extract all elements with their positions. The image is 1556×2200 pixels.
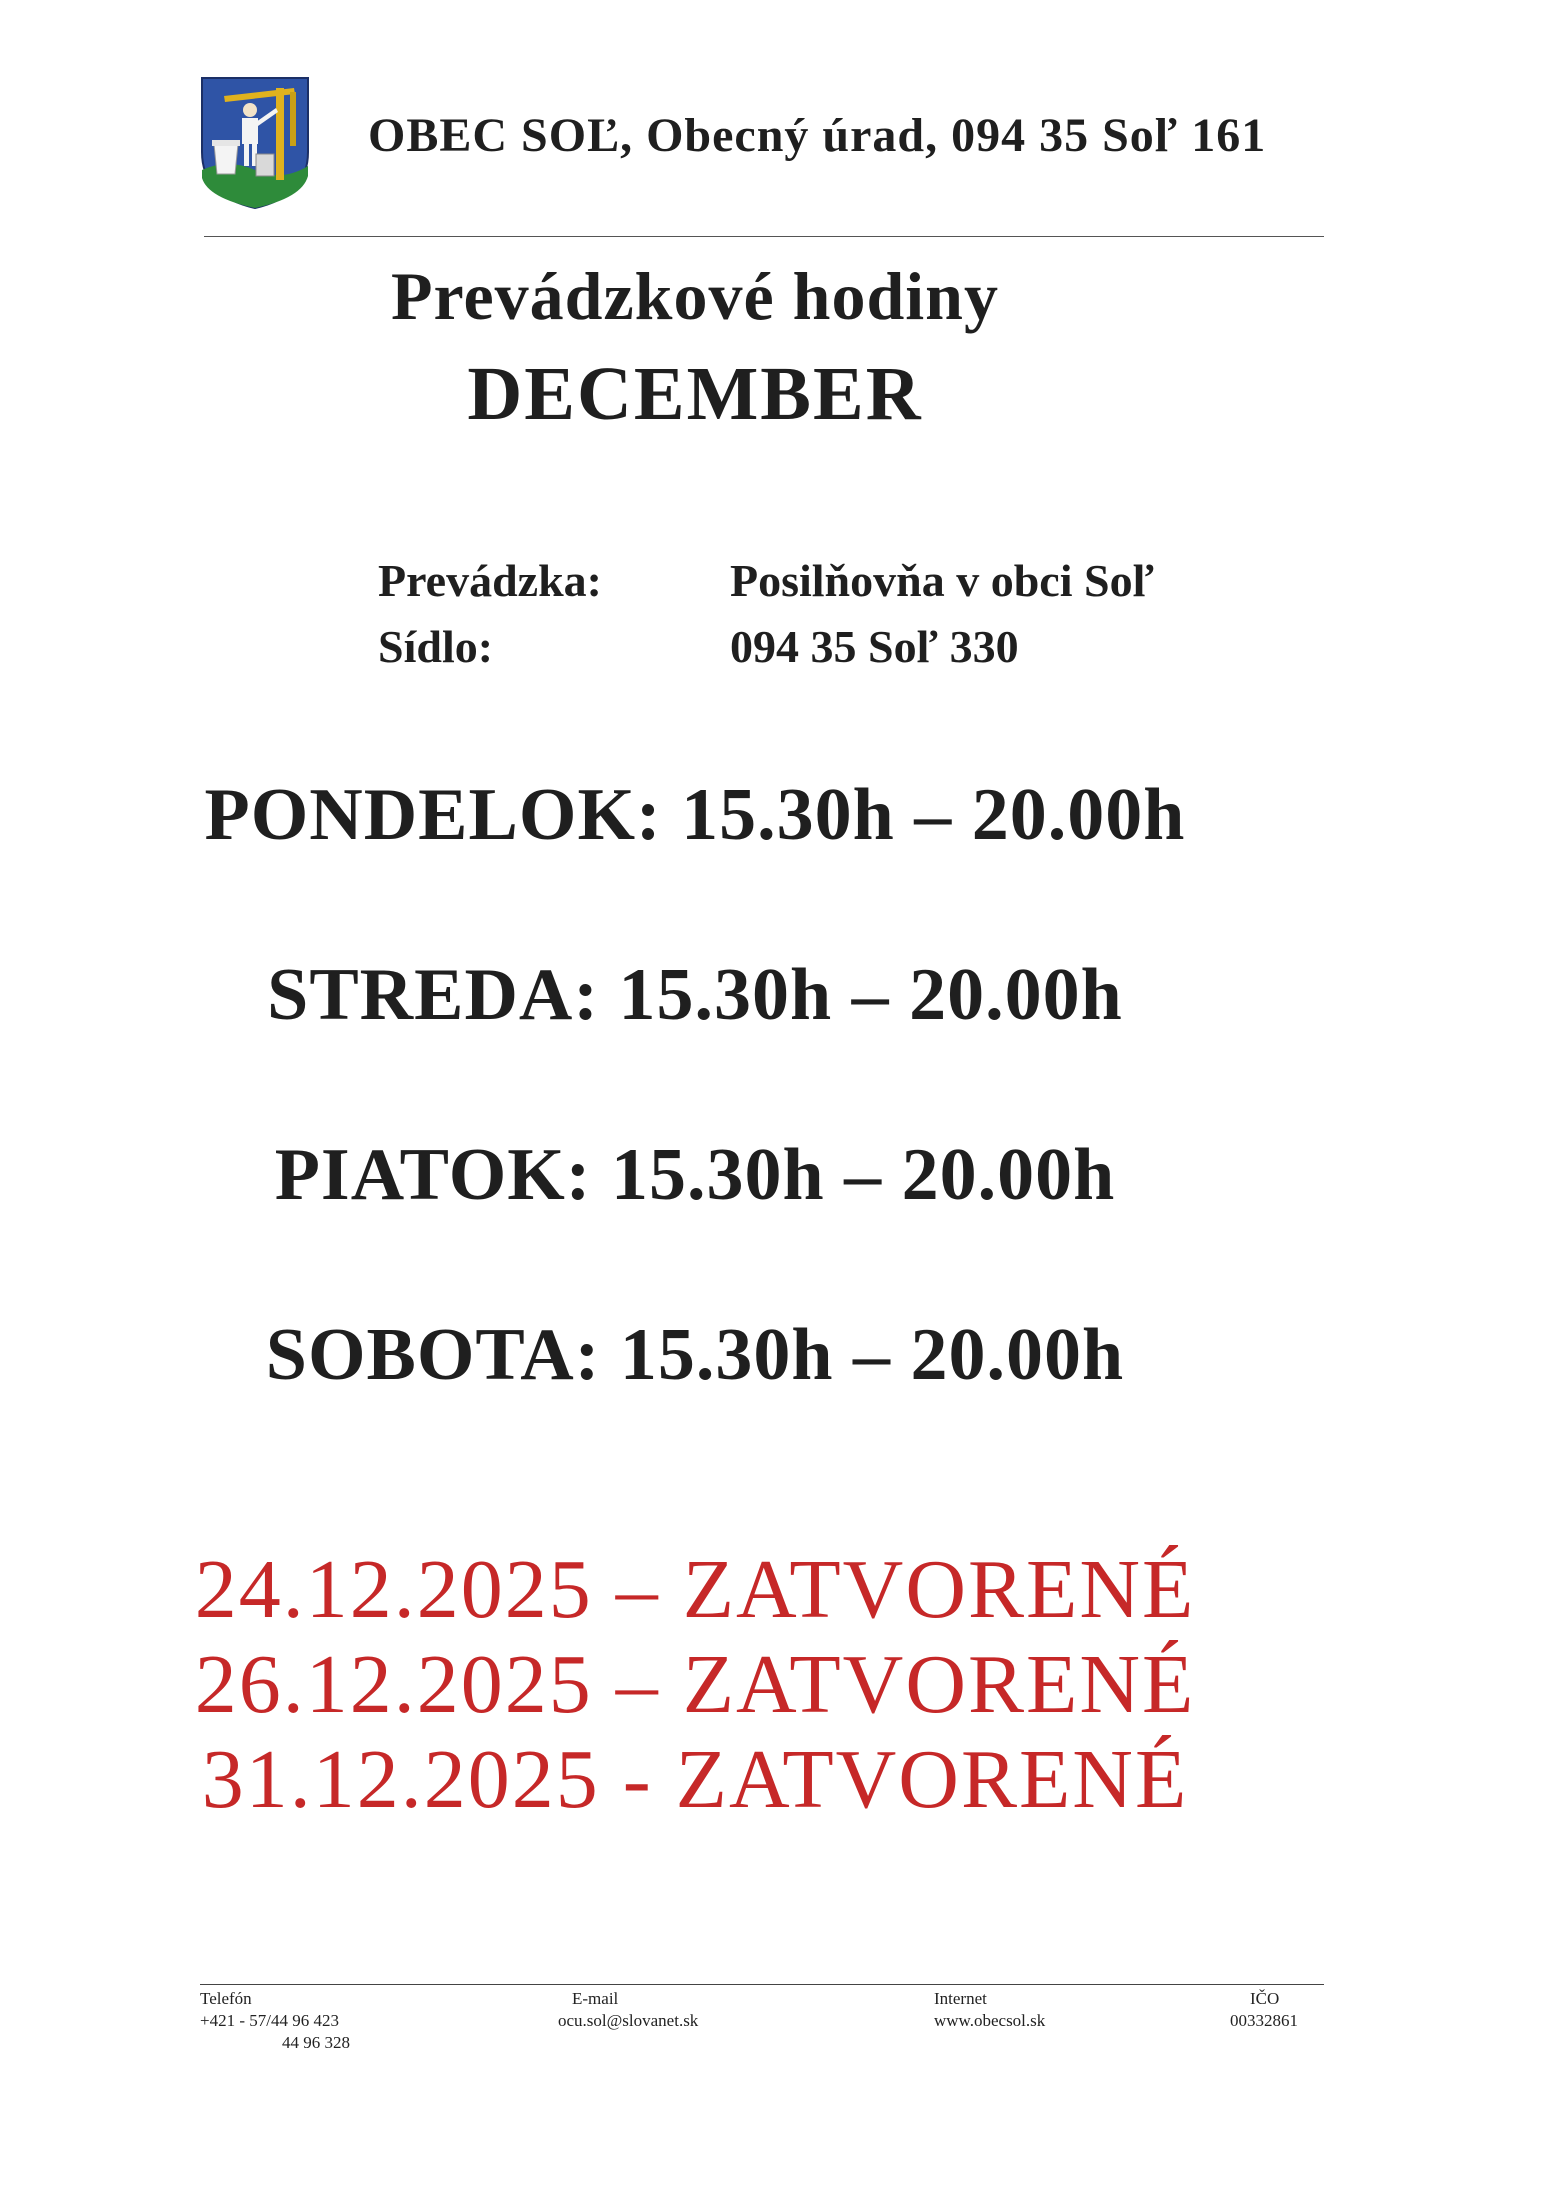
- web-address: www.obecsol.sk: [934, 2011, 1046, 2030]
- opening-hours: [0, 770, 1390, 1490]
- footer-email: [558, 1988, 698, 2032]
- ico-number: 00332861: [1230, 2011, 1298, 2030]
- footer-ico: [1230, 1988, 1298, 2032]
- email-address: ocu.sol@slovanet.sk: [558, 2011, 699, 2030]
- phone-number: +421 - 57/44 96 423: [200, 2011, 339, 2030]
- seat-label: Sídlo:: [378, 621, 494, 672]
- footer-divider: [200, 1984, 1324, 1985]
- header-divider: [204, 236, 1324, 237]
- hours-friday: PIATOK: 15.30h – 20.00h: [274, 1134, 1116, 1216]
- title-block: [0, 248, 1390, 444]
- month-title: DECEMBER: [467, 352, 923, 436]
- seat-value: 094 35 Soľ 330: [730, 621, 1019, 672]
- municipal-coat-of-arms-icon: [198, 74, 312, 212]
- web-label: Internet: [934, 1989, 987, 2008]
- phone-label: Telefón: [200, 1989, 252, 2008]
- closure-item: 24.12.2025 – ZATVORENÉ: [194, 1543, 1196, 1636]
- establishment-row: [378, 548, 1154, 614]
- ico-label: IČO: [1250, 1989, 1280, 2008]
- hours-wednesday: STREDA: 15.30h – 20.00h: [267, 954, 1123, 1036]
- closure-item: 26.12.2025 – ZATVORENÉ: [194, 1638, 1196, 1731]
- seat-row: [378, 614, 1154, 680]
- page-title: Prevádzkové hodiny: [390, 258, 1000, 334]
- establishment-label: Prevádzka:: [378, 555, 603, 606]
- footer-phone: [200, 1988, 350, 2054]
- hours-monday: PONDELOK: 15.30h – 20.00h: [204, 774, 1186, 856]
- establishment-value: Posilňovňa v obci Soľ: [730, 555, 1155, 606]
- footer-internet: [934, 1988, 1045, 2032]
- closure-item: 31.12.2025 - ZATVORENÉ: [201, 1733, 1189, 1826]
- phone-number-secondary: 44 96 328: [282, 2033, 350, 2052]
- email-label: E-mail: [572, 1989, 619, 2008]
- organization-header: OBEC SOĽ, Obecný úrad, 094 35 Soľ 161: [368, 109, 1267, 162]
- closure-dates: [0, 1542, 1390, 1827]
- hours-saturday: SOBOTA: 15.30h – 20.00h: [265, 1314, 1125, 1396]
- establishment-info: [378, 548, 1154, 680]
